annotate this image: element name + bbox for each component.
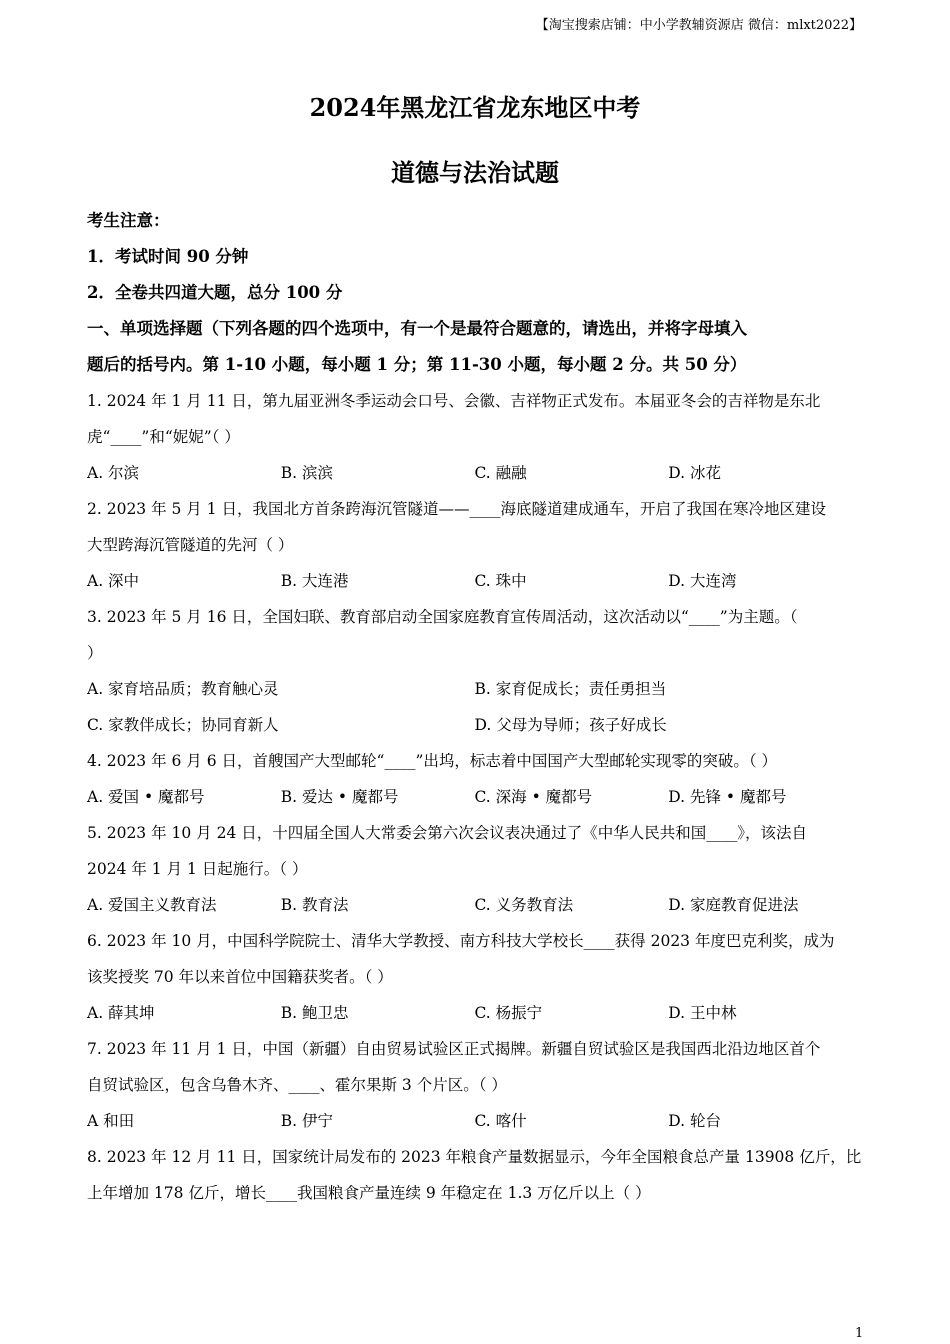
notice-heading: 考生注意： xyxy=(87,211,170,230)
question-options xyxy=(87,995,862,1031)
question-stem: 8. 2023 年 12 月 11 日，国家统计局发布的 2023 年粮食产量数据显示，今年全国粮食总产量 13908 亿斤，比 xyxy=(87,1148,862,1166)
option-a: A. 家育培品质；教育触心灵 xyxy=(87,680,279,698)
option-a: A. 尔滨 xyxy=(87,464,140,482)
option-b: B. 滨滨 xyxy=(280,464,333,482)
section-heading: 一、单项选择题（下列各题的四个选项中，有一个是最符合题意的，请选出，并将字母填入 xyxy=(87,319,747,338)
option-a: A 和田 xyxy=(87,1112,135,1130)
section-heading: 题后的括号内。第 1-10 小题，每小题 1 分；第 11-30 小题，每小题 2 分。共 50 分） xyxy=(87,355,747,374)
option-c: C. 杨振宁 xyxy=(474,1004,543,1022)
question-stem: 上年增加 178 亿斤，增长____我国粮食产量连续 9 年稳定在 1.3 万亿斤以上（ ） xyxy=(87,1184,651,1202)
question-stem: 3. 2023 年 5 月 16 日，全国妇联、教育部启动全国家庭教育宣传周活动，这次活动以“____”为主题。（ xyxy=(87,608,798,626)
option-c: C. 义务教育法 xyxy=(474,896,574,914)
notice-item: 2．全卷共四道大题，总分 100 分 xyxy=(87,283,343,302)
question-stem: 大型跨海沉管隧道的先河（ ） xyxy=(87,536,294,554)
question-stem: 1. 2024 年 1 月 11 日，第九届亚洲冬季运动会口号、会徽、吉祥物正式发布。本届亚冬会的吉祥物是东北 xyxy=(87,392,821,410)
option-d: D. 冰花 xyxy=(668,464,721,482)
option-a: A. 爱国 • 魔都号 xyxy=(87,788,205,806)
option-a: A. 爱国主义教育法 xyxy=(87,896,217,914)
question-stem: 2. 2023 年 5 月 1 日，我国北方首条跨海沉管隧道——____海底隧道建成通车，开启了我国在寒冷地区建设 xyxy=(87,500,827,518)
question-stem: 5. 2023 年 10 月 24 日，十四届全国人大常委会第六次会议表决通过了《中华人民共和国____》，该法自 xyxy=(87,824,807,842)
question-stem: 自贸试验区，包含乌鲁木齐、____、霍尔果斯 3 个片区。（ ） xyxy=(87,1076,507,1094)
option-c: C. 融融 xyxy=(474,464,527,482)
question-stem: 7. 2023 年 11 月 1 日，中国（新疆）自由贸易试验区正式揭牌。新疆自贸试验区是我国西北沿边地区首个 xyxy=(87,1040,821,1058)
question-stem: 4. 2023 年 6 月 6 日，首艘国产大型邮轮“____”出坞，标志着中国国产大型邮轮实现零的突破。（ ） xyxy=(87,752,778,770)
option-b: B. 教育法 xyxy=(280,896,349,914)
option-c: C. 深海 • 魔都号 xyxy=(474,788,593,806)
question-options xyxy=(87,671,862,707)
option-d: D. 大连湾 xyxy=(668,572,737,590)
question-stem: ） xyxy=(87,644,103,662)
option-c: C. 喀什 xyxy=(474,1112,527,1130)
option-b: B. 鲍卫忠 xyxy=(280,1004,349,1022)
question-options xyxy=(87,1103,862,1139)
question-stem: 6. 2023 年 10 月，中国科学院院士、清华大学教授、南方科技大学校长____获得 2023 年度巴克利奖，成为 xyxy=(87,932,835,950)
option-d: D. 先锋 • 魔都号 xyxy=(668,788,787,806)
option-c: C. 家教伴成长；协同育新人 xyxy=(87,716,279,734)
question-options xyxy=(87,455,862,491)
option-d: D. 家庭教育促进法 xyxy=(668,896,799,914)
page-number: 1 xyxy=(855,1326,864,1341)
option-b: B. 伊宁 xyxy=(280,1112,333,1130)
question-stem: 该奖授奖 70 年以来首位中国籍获奖者。（ ） xyxy=(87,968,393,986)
question-stem: 虎“____”和“妮妮”（ ） xyxy=(87,428,240,446)
question-options xyxy=(87,779,862,815)
header-note: 【淘宝搜索店铺：中小学教辅资源店 微信：mlxt2022】 xyxy=(535,18,862,33)
option-d: D. 轮台 xyxy=(668,1112,721,1130)
option-b: B. 爱达 • 魔都号 xyxy=(280,788,399,806)
option-b: B. 家育促成长；责任勇担当 xyxy=(474,680,667,698)
option-a: A. 薛其坤 xyxy=(87,1004,155,1022)
notice-item: 1．考试时间 90 分钟 xyxy=(87,247,249,266)
exam-content xyxy=(87,203,862,1211)
option-d: D. 王中林 xyxy=(668,1004,737,1022)
option-d: D. 父母为导师；孩子好成长 xyxy=(474,716,667,734)
question-options xyxy=(87,707,862,743)
option-c: C. 珠中 xyxy=(474,572,527,590)
option-a: A. 深中 xyxy=(87,572,140,590)
question-stem: 2024 年 1 月 1 日起施行。（ ） xyxy=(87,860,308,878)
question-options xyxy=(87,563,862,599)
question-options xyxy=(87,887,862,923)
option-b: B. 大连港 xyxy=(280,572,349,590)
page-title: 2024年黑龙江省龙东地区中考 xyxy=(309,93,641,122)
page-subtitle: 道德与法治试题 xyxy=(391,158,559,187)
